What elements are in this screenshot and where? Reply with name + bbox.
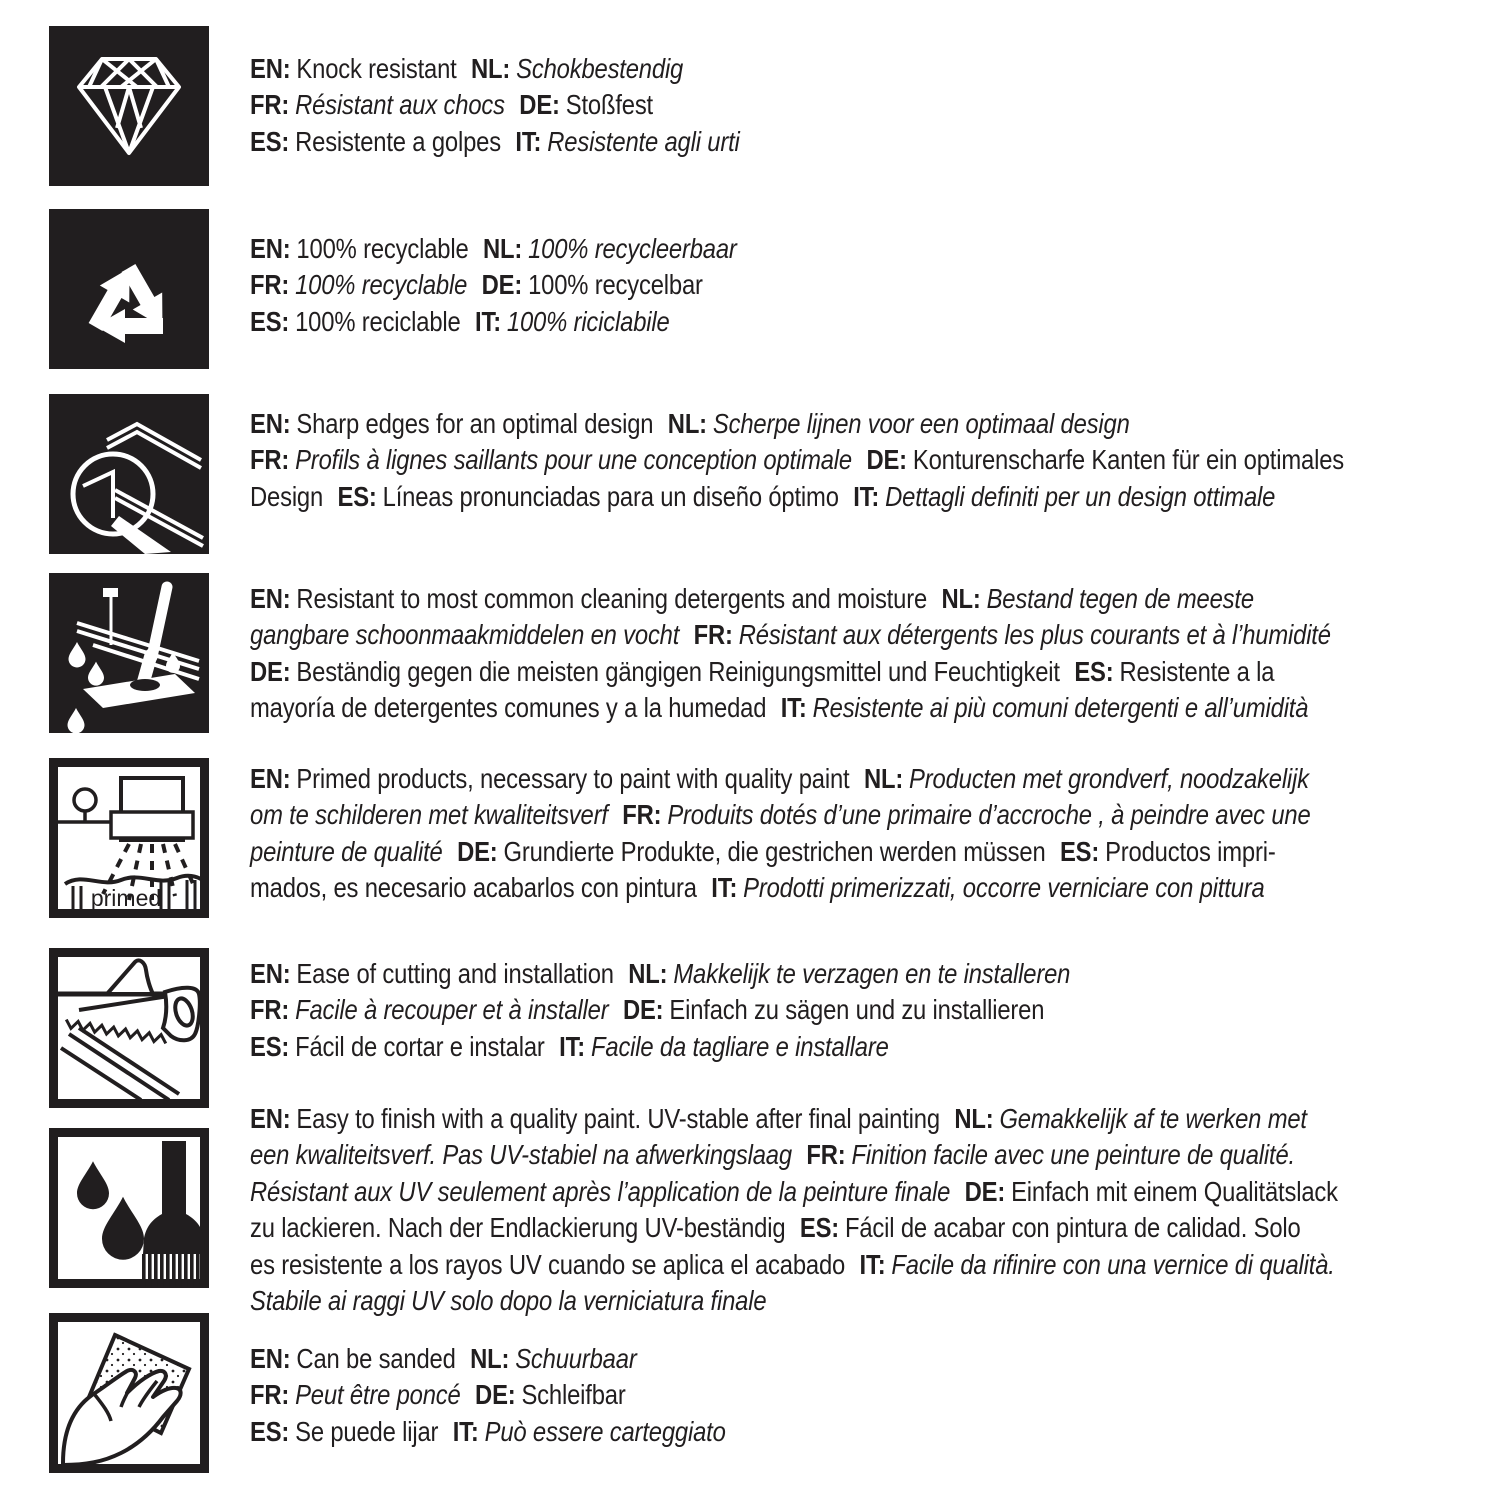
sharp-edges-icon xyxy=(49,394,209,554)
description-text: 100% reciclable xyxy=(295,305,461,337)
language-segment xyxy=(250,1212,785,1243)
language-segment xyxy=(250,958,614,989)
text-line xyxy=(250,1029,1500,1065)
recycling-icon xyxy=(49,209,209,369)
language-segment xyxy=(470,1343,636,1374)
paintbrush-drops-icon xyxy=(49,1128,209,1288)
language-label: DE: xyxy=(475,1379,516,1411)
language-label: FR: xyxy=(250,89,290,121)
language-segment xyxy=(250,89,505,120)
paintbrush-drops-icon xyxy=(49,1128,209,1288)
sanding-hand-icon xyxy=(49,1313,209,1473)
language-label: NL: xyxy=(863,763,904,794)
mop-cleaning-icon xyxy=(49,573,209,733)
diamond-icon xyxy=(49,26,209,186)
language-segment xyxy=(622,799,1310,830)
language-label: NL: xyxy=(954,1103,994,1134)
text-line xyxy=(250,1101,1500,1137)
description-text: Einfach zu sägen und zu installieren xyxy=(669,994,1045,1026)
text-line xyxy=(250,87,1500,123)
language-segment xyxy=(965,1176,1338,1207)
description-text: Beständig gegen die meisten gängigen Reinigungsmittel und Feuchtigkeit xyxy=(296,655,1060,687)
language-label: FR: xyxy=(250,1379,290,1411)
language-segment xyxy=(250,233,469,264)
text-line xyxy=(250,304,1500,340)
language-segment xyxy=(781,692,1309,723)
language-segment xyxy=(515,126,739,157)
language-segment xyxy=(1060,836,1276,867)
language-segment xyxy=(471,53,683,84)
language-label: EN: xyxy=(250,408,291,439)
text-line xyxy=(250,761,1500,797)
language-label: ES: xyxy=(799,1212,840,1244)
language-segment xyxy=(853,481,1275,512)
feature-row xyxy=(49,573,1469,733)
description-text: Resistant to most common cleaning detergents and moisture xyxy=(296,583,928,614)
language-label: ES: xyxy=(337,480,377,512)
language-segment xyxy=(338,481,839,512)
description-text: Sharp edges for an optimal design xyxy=(296,408,654,439)
description-text: 100% riciclabile xyxy=(506,305,670,337)
language-segment xyxy=(941,583,1253,614)
language-segment xyxy=(250,763,849,794)
description-text: Résistant aux détergents les plus courants et à l’humidité xyxy=(738,619,1331,651)
primer-spray-icon xyxy=(49,758,209,918)
language-segment xyxy=(475,1379,626,1410)
language-label: DE: xyxy=(250,655,291,687)
language-label: EN: xyxy=(250,583,291,614)
feature-description xyxy=(250,1341,1500,1450)
language-segment xyxy=(250,583,927,614)
description-text: Profils à lignes saillants pour une conception optimale xyxy=(295,444,852,476)
description-text: Producten met grondverf, noodzakelijk xyxy=(909,763,1309,794)
text-line xyxy=(250,654,1500,690)
description-text: Finition facile avec une peinture de qualité. xyxy=(851,1139,1295,1171)
language-label: NL: xyxy=(471,53,511,84)
text-line xyxy=(250,479,1500,515)
text-line xyxy=(250,1210,1500,1246)
description-text: Dettagli definiti per un design ottimale xyxy=(885,480,1276,512)
language-segment xyxy=(519,89,653,120)
text-line xyxy=(250,442,1500,478)
language-segment xyxy=(711,872,1264,903)
language-segment xyxy=(250,994,608,1025)
description-text: Facile da rifinire con una vernice di qualità. xyxy=(891,1248,1335,1280)
description-text: 100% recyclable xyxy=(295,269,468,301)
text-line xyxy=(250,956,1500,992)
language-label: ES: xyxy=(250,1415,290,1447)
language-label: IT: xyxy=(515,125,542,157)
text-line xyxy=(250,581,1500,617)
language-segment xyxy=(483,233,737,264)
feature-row xyxy=(49,26,1469,186)
language-label: FR: xyxy=(250,444,290,476)
text-line xyxy=(250,1247,1500,1283)
language-label: IT: xyxy=(452,1415,479,1447)
description-text: Can be sanded xyxy=(296,1343,456,1374)
language-label: EN: xyxy=(250,1343,291,1374)
text-line xyxy=(250,231,1500,267)
text-line xyxy=(250,834,1500,870)
language-label: EN: xyxy=(250,763,291,794)
language-segment xyxy=(250,656,1060,687)
description-text: Résistant aux UV seulement après l’application de la peinture finale xyxy=(250,1175,951,1207)
description-text: 100% recycleerbaar xyxy=(528,233,737,264)
feature-row xyxy=(49,394,1469,554)
language-segment xyxy=(250,799,608,830)
description-text: Grundierte Produkte, die gestrichen werden müssen xyxy=(503,835,1046,867)
language-segment xyxy=(623,994,1044,1025)
language-segment xyxy=(250,1379,461,1410)
text-line xyxy=(250,617,1500,653)
language-label: DE: xyxy=(866,444,907,476)
description-text: Produits dotés d’une primaire d’accroche , à peindre avec une xyxy=(667,799,1311,831)
description-text: Design xyxy=(250,480,324,512)
language-label: EN: xyxy=(250,233,291,264)
description-text: Prodotti primerizzati, occorre verniciare con pittura xyxy=(743,872,1265,904)
language-segment xyxy=(250,692,766,723)
sharp-edges-icon xyxy=(49,394,209,554)
language-segment xyxy=(250,1285,766,1316)
language-label: FR: xyxy=(250,269,290,301)
primer-spray-icon xyxy=(49,758,209,918)
text-line xyxy=(250,1377,1500,1413)
language-label: IT: xyxy=(559,1030,586,1062)
description-text: Fácil de acabar con pintura de calidad. Solo xyxy=(844,1212,1301,1244)
language-label: FR: xyxy=(806,1139,846,1171)
language-segment xyxy=(250,444,852,475)
feature-description xyxy=(250,761,1500,907)
description-text: Schokbestendig xyxy=(516,53,684,84)
description-text: 100% recycelbar xyxy=(528,269,703,301)
language-segment xyxy=(250,1103,940,1134)
language-segment xyxy=(250,1031,545,1062)
language-segment xyxy=(250,872,697,903)
language-segment xyxy=(694,619,1331,650)
description-text: Productos impri- xyxy=(1105,835,1276,867)
description-text: Ease of cutting and installation xyxy=(296,958,614,989)
language-label: ES: xyxy=(250,125,290,157)
description-text: Stoßfest xyxy=(565,89,654,121)
feature-row xyxy=(49,209,1469,369)
text-line xyxy=(250,1174,1500,1210)
language-label: DE: xyxy=(622,994,664,1026)
description-text: Resistente a la xyxy=(1119,655,1275,687)
language-segment xyxy=(866,444,1344,475)
language-segment xyxy=(800,1212,1301,1243)
language-label: FR: xyxy=(622,799,662,831)
description-text: Makkelijk te verzagen en te installeren xyxy=(673,958,1071,989)
language-segment xyxy=(250,1176,950,1207)
feature-row xyxy=(49,948,1469,1108)
language-label: FR: xyxy=(693,619,733,651)
language-label: IT: xyxy=(475,305,501,337)
language-segment xyxy=(453,1416,726,1447)
description-text: mados, es necesario acabarlos con pintura xyxy=(250,872,697,904)
description-text: zu lackieren. Nach der Endlackierung UV-beständig xyxy=(250,1212,786,1244)
description-text: Primed products, necessary to paint with quality paint xyxy=(296,763,850,794)
handsaw-icon xyxy=(49,948,209,1108)
description-text: Schleifbar xyxy=(521,1379,626,1411)
recycling-icon xyxy=(49,209,209,369)
description-text: Konturenscharfe Kanten für ein optimales xyxy=(912,444,1345,476)
language-segment xyxy=(475,306,670,337)
description-text: 100% recyclable xyxy=(296,233,469,264)
language-segment xyxy=(559,1031,889,1062)
language-label: ES: xyxy=(250,1030,290,1062)
language-segment xyxy=(250,481,323,512)
feature-row xyxy=(49,1103,1469,1317)
language-segment xyxy=(250,126,501,157)
language-label: IT: xyxy=(711,872,738,904)
language-segment xyxy=(250,53,457,84)
text-line xyxy=(250,124,1500,160)
text-line xyxy=(250,51,1500,87)
language-label: ES: xyxy=(250,305,290,337)
language-label: NL: xyxy=(628,958,668,989)
language-segment xyxy=(860,1249,1335,1280)
mop-cleaning-icon xyxy=(49,573,209,733)
language-label: NL: xyxy=(482,233,523,264)
language-label: DE: xyxy=(457,835,498,867)
language-segment xyxy=(250,619,679,650)
language-segment xyxy=(482,269,703,300)
description-text: Schuurbaar xyxy=(515,1343,637,1374)
description-text: Knock resistant xyxy=(296,53,457,84)
text-line xyxy=(250,1137,1500,1173)
description-text: mayoría de detergentes comunes y a la humedad xyxy=(250,692,767,724)
description-text: om te schilderen met kwaliteitsverf xyxy=(250,799,608,831)
description-text: Peut être poncé xyxy=(295,1379,461,1411)
language-label: IT: xyxy=(859,1248,886,1280)
text-line xyxy=(250,406,1500,442)
language-segment xyxy=(668,408,1130,439)
language-label: EN: xyxy=(250,53,291,84)
language-segment xyxy=(1074,656,1274,687)
language-label: ES: xyxy=(1074,655,1114,687)
language-label: NL: xyxy=(667,408,707,439)
description-text: Resistente agli urti xyxy=(547,125,740,157)
text-line xyxy=(250,690,1500,726)
language-segment xyxy=(250,1249,845,1280)
feature-row xyxy=(49,1313,1469,1473)
description-text: Bestand tegen de meeste xyxy=(986,583,1254,614)
language-label: DE: xyxy=(519,89,560,121)
language-label: FR: xyxy=(250,994,290,1026)
language-segment xyxy=(250,1139,792,1170)
language-segment xyxy=(457,836,1045,867)
description-text: Líneas pronunciadas para un diseño óptimo xyxy=(382,480,839,512)
language-label: NL: xyxy=(941,583,981,614)
diamond-icon xyxy=(49,26,209,186)
feature-description xyxy=(250,51,1500,160)
text-line xyxy=(250,1341,1500,1377)
description-text: Scherpe lijnen voor een optimaal design xyxy=(712,408,1130,439)
language-segment xyxy=(954,1103,1306,1134)
description-text: Easy to finish with a quality paint. UV-stable after final painting xyxy=(296,1103,940,1134)
language-segment xyxy=(250,1343,456,1374)
description-text: Facile à recouper et à installer xyxy=(295,994,609,1026)
description-text: Se puede lijar xyxy=(295,1415,439,1447)
language-label: ES: xyxy=(1059,835,1100,867)
text-line xyxy=(250,992,1500,1028)
text-line xyxy=(250,1414,1500,1450)
description-text: een kwaliteitsverf. Pas UV-stabiel na afwerkingslaag xyxy=(250,1139,792,1171)
description-text: Facile da tagliare e installare xyxy=(591,1030,889,1062)
text-line xyxy=(250,797,1500,833)
language-label: NL: xyxy=(470,1343,510,1374)
language-segment xyxy=(864,763,1309,794)
description-text: Resistente a golpes xyxy=(295,125,501,157)
language-segment xyxy=(250,836,443,867)
feature-row xyxy=(49,758,1469,918)
description-text: Fácil de cortar e instalar xyxy=(295,1030,545,1062)
language-segment xyxy=(250,1416,438,1447)
feature-description xyxy=(250,406,1500,515)
language-label: EN: xyxy=(250,1103,291,1134)
language-label: EN: xyxy=(250,958,291,989)
language-label: DE: xyxy=(481,269,523,301)
description-text: Resistente ai più comuni detergenti e all’umidità xyxy=(812,692,1309,724)
language-label: DE: xyxy=(964,1175,1006,1207)
feature-description xyxy=(250,1101,1500,1319)
text-line xyxy=(250,870,1500,906)
feature-description xyxy=(250,956,1500,1065)
language-label: IT: xyxy=(853,480,880,512)
description-text: gangbare schoonmaakmiddelen en vocht xyxy=(250,619,680,651)
language-segment xyxy=(250,408,653,439)
language-label: IT: xyxy=(780,692,807,724)
sanding-hand-icon xyxy=(49,1313,209,1473)
description-text: Einfach mit einem Qualitätslack xyxy=(1011,1175,1338,1207)
feature-description xyxy=(250,231,1500,340)
description-text: Résistant aux chocs xyxy=(295,89,505,121)
feature-description xyxy=(250,581,1500,727)
language-segment xyxy=(250,306,461,337)
primed-label: primed xyxy=(90,885,162,911)
description-text: Può essere carteggiato xyxy=(484,1415,726,1447)
language-segment xyxy=(806,1139,1295,1170)
description-text: Gemakkelijk af te werken met xyxy=(999,1103,1307,1134)
description-text: peinture de qualité xyxy=(250,835,443,867)
description-text: Stabile ai raggi UV solo dopo la verniciatura finale xyxy=(250,1285,767,1317)
text-line xyxy=(250,267,1500,303)
language-segment xyxy=(628,958,1070,989)
language-segment xyxy=(250,269,467,300)
description-text: es resistente a los rayos UV cuando se aplica el acabado xyxy=(250,1248,846,1280)
handsaw-icon xyxy=(49,948,209,1108)
